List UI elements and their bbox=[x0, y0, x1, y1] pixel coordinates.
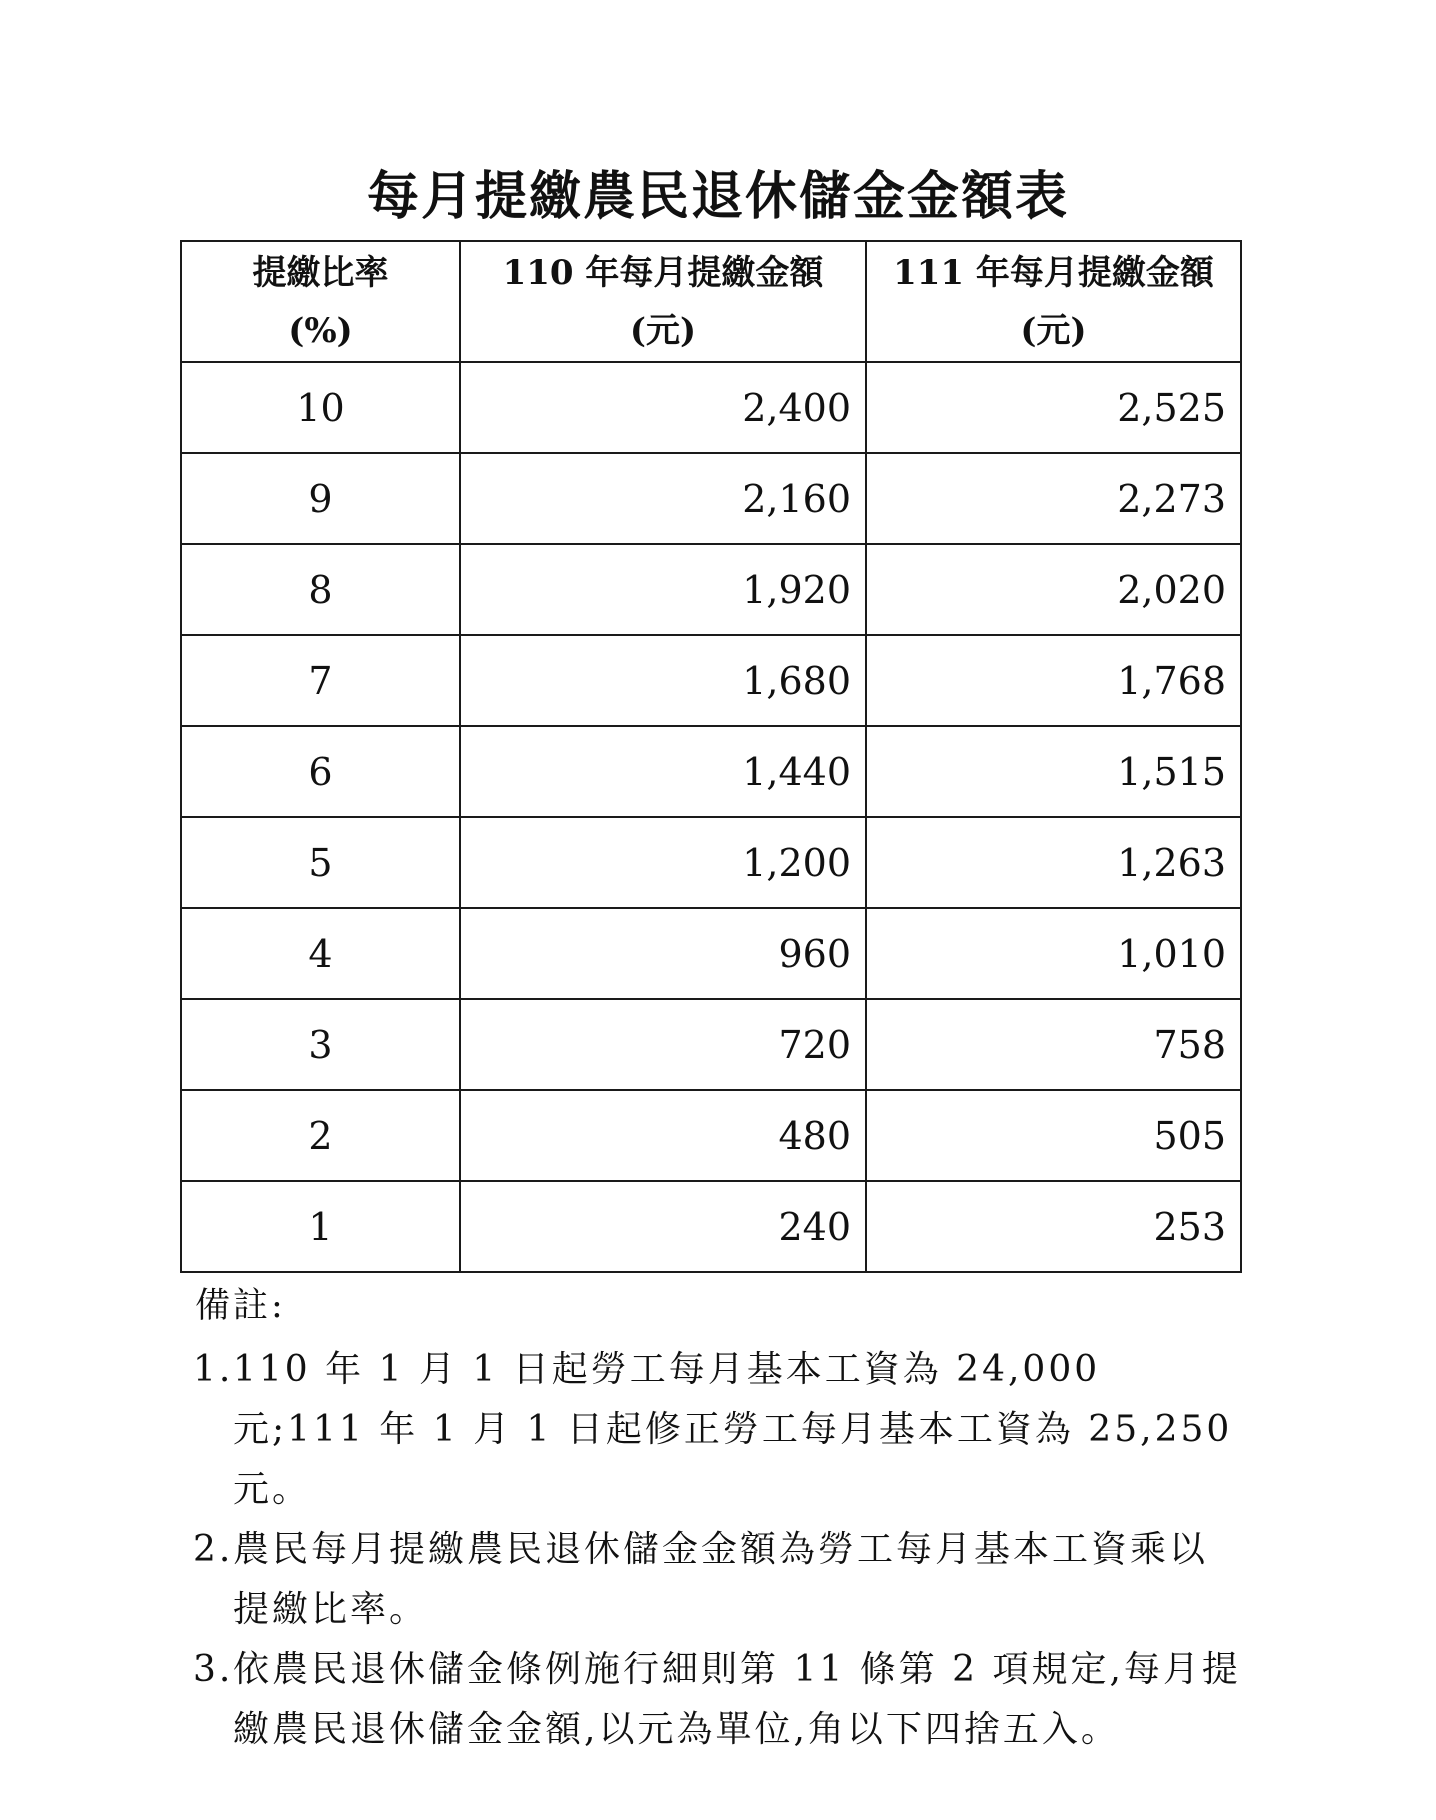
amount-111-cell: 2,525 bbox=[866, 362, 1241, 453]
note-text: 110 年 1 月 1 日起勞工每月基本工資為 24,000 元;111 年 1 月 1 日起修正勞工每月基本工資為 25,250 元。 bbox=[233, 1349, 1233, 1510]
rate-cell: 5 bbox=[181, 817, 460, 908]
table-row bbox=[181, 1090, 1241, 1181]
amount-110-cell: 1,920 bbox=[460, 544, 866, 635]
page-title: 每月提繳農民退休儲金金額表 bbox=[366, 166, 1069, 227]
rate-cell: 3 bbox=[181, 999, 460, 1090]
table-row bbox=[181, 726, 1241, 817]
amount-110-cell: 1,680 bbox=[460, 635, 866, 726]
amount-110-cell: 1,440 bbox=[460, 726, 866, 817]
table-row bbox=[181, 908, 1241, 999]
amount-110-cell: 240 bbox=[460, 1181, 866, 1272]
amount-111-cell: 253 bbox=[866, 1181, 1241, 1272]
table-row bbox=[181, 635, 1241, 726]
table-row bbox=[181, 1181, 1241, 1272]
amount-110-cell: 480 bbox=[460, 1090, 866, 1181]
rate-cell: 8 bbox=[181, 544, 460, 635]
rate-cell: 9 bbox=[181, 453, 460, 544]
note-number: 1. bbox=[193, 1349, 234, 1390]
header-rate bbox=[181, 241, 460, 362]
table-row bbox=[181, 544, 1241, 635]
header-111-label: 111 年每月提繳金額 bbox=[893, 252, 1214, 293]
notes-section bbox=[195, 1282, 1245, 1760]
rate-cell: 4 bbox=[181, 908, 460, 999]
rate-cell: 1 bbox=[181, 1181, 460, 1272]
amount-111-cell: 2,273 bbox=[866, 453, 1241, 544]
note-item bbox=[195, 1640, 1245, 1760]
amount-110-cell: 2,160 bbox=[460, 453, 866, 544]
amount-111-cell: 1,768 bbox=[866, 635, 1241, 726]
table-row bbox=[181, 817, 1241, 908]
rate-cell: 6 bbox=[181, 726, 460, 817]
amount-111-cell: 1,515 bbox=[866, 726, 1241, 817]
note-text: 農民每月提繳農民退休儲金金額為勞工每月基本工資乘以提繳比率。 bbox=[233, 1529, 1209, 1630]
amount-111-cell: 1,010 bbox=[866, 908, 1241, 999]
note-number: 2. bbox=[193, 1529, 234, 1570]
header-110 bbox=[460, 241, 866, 362]
amount-110-cell: 720 bbox=[460, 999, 866, 1090]
amount-110-cell: 2,400 bbox=[460, 362, 866, 453]
amount-111-cell: 1,263 bbox=[866, 817, 1241, 908]
note-item bbox=[195, 1520, 1245, 1640]
header-rate-label: 提繳比率 bbox=[252, 252, 389, 293]
amount-111-cell: 505 bbox=[866, 1090, 1241, 1181]
notes-label: 備註: bbox=[195, 1286, 286, 1326]
header-111-unit: (元) bbox=[1020, 310, 1087, 351]
rate-cell: 10 bbox=[181, 362, 460, 453]
rate-cell: 2 bbox=[181, 1090, 460, 1181]
header-110-label: 110 年每月提繳金額 bbox=[502, 252, 824, 293]
rate-cell: 7 bbox=[181, 635, 460, 726]
contribution-table bbox=[180, 240, 1242, 1273]
amount-111-cell: 758 bbox=[866, 999, 1241, 1090]
note-item bbox=[195, 1340, 1245, 1520]
note-number: 3. bbox=[193, 1649, 234, 1690]
table-header-row bbox=[181, 241, 1241, 362]
table-row bbox=[181, 453, 1241, 544]
table-row bbox=[181, 999, 1241, 1090]
header-110-unit: (元) bbox=[629, 310, 697, 351]
header-rate-unit: (%) bbox=[288, 310, 353, 351]
amount-110-cell: 960 bbox=[460, 908, 866, 999]
amount-110-cell: 1,200 bbox=[460, 817, 866, 908]
note-text: 依農民退休儲金條例施行細則第 11 條第 2 項規定,每月提繳農民退休儲金金額,以元為單位,角以下四捨五入。 bbox=[233, 1649, 1241, 1750]
amount-111-cell: 2,020 bbox=[866, 544, 1241, 635]
header-111 bbox=[866, 241, 1241, 362]
table-row bbox=[181, 362, 1241, 453]
